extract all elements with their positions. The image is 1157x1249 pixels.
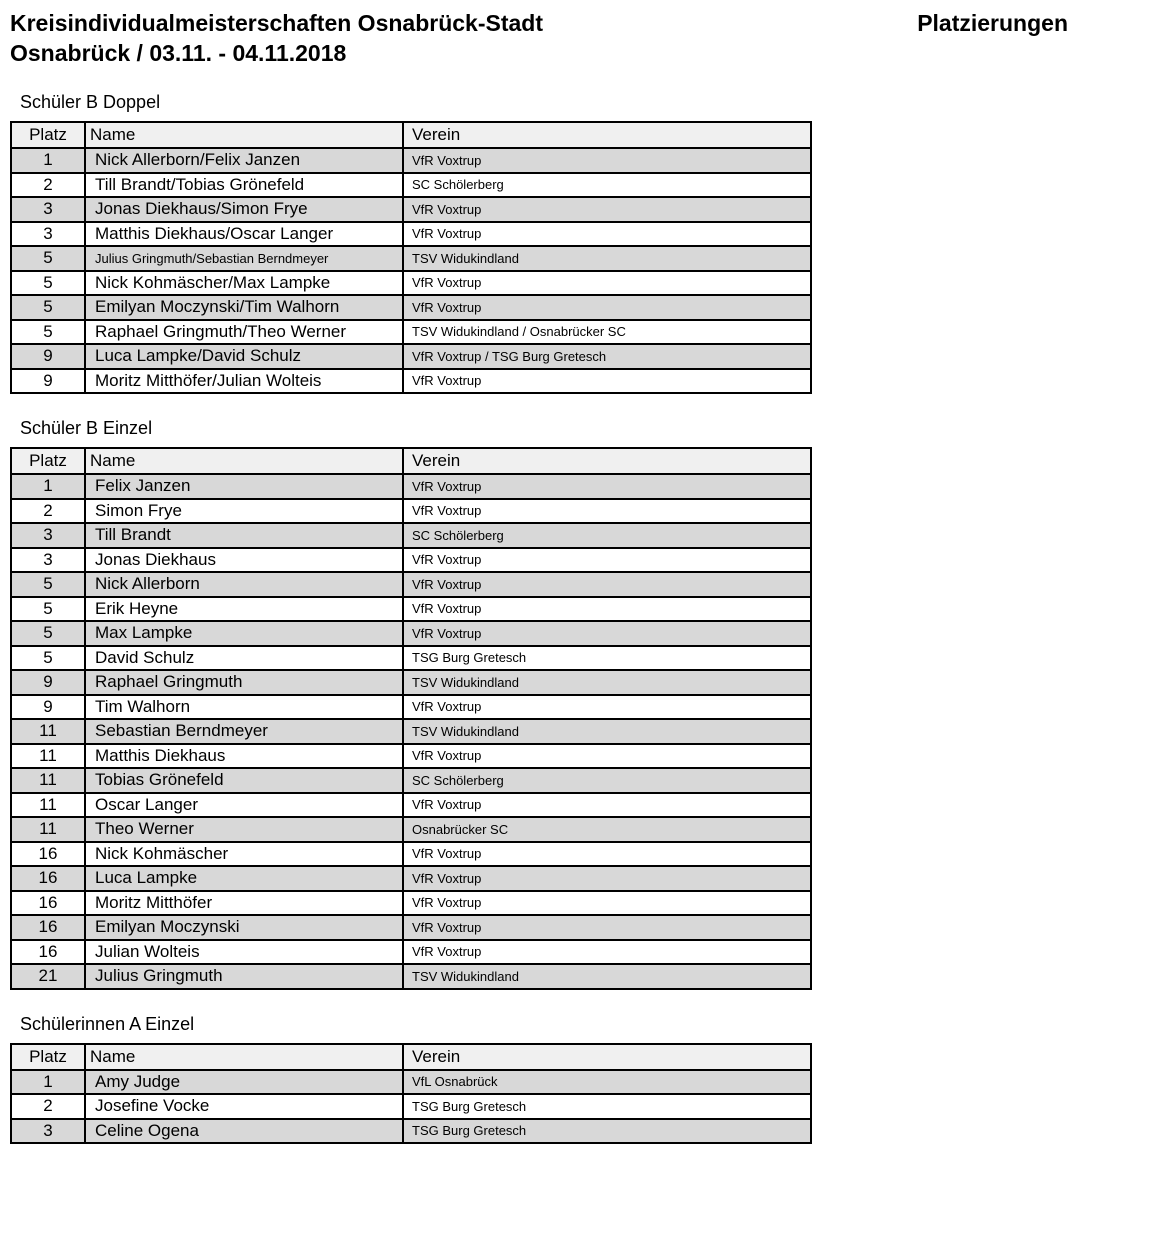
column-header-platz: Platz — [11, 122, 85, 148]
table-row — [11, 695, 811, 720]
verein-cell: VfR Voxtrup — [403, 597, 811, 622]
verein-cell: VfR Voxtrup — [403, 197, 811, 222]
table-row — [11, 817, 811, 842]
name-cell: Julian Wolteis — [85, 940, 403, 965]
table-row — [11, 866, 811, 891]
platz-cell: 16 — [11, 866, 85, 891]
platz-cell: 21 — [11, 964, 85, 989]
column-header-name: Name — [85, 448, 403, 474]
name-cell: Luca Lampke/David Schulz — [85, 344, 403, 369]
name-cell: Raphael Gringmuth/Theo Werner — [85, 320, 403, 345]
verein-cell: TSG Burg Gretesch — [403, 1119, 811, 1144]
header-row — [11, 1044, 811, 1070]
table-row — [11, 572, 811, 597]
verein-cell: VfR Voxtrup — [403, 369, 811, 394]
table-row — [11, 548, 811, 573]
verein-cell: VfR Voxtrup — [403, 915, 811, 940]
platz-cell: 5 — [11, 295, 85, 320]
verein-cell: VfR Voxtrup / TSG Burg Gretesch — [403, 344, 811, 369]
results-section — [10, 92, 1157, 394]
verein-cell: TSG Burg Gretesch — [403, 646, 811, 671]
platz-cell: 5 — [11, 572, 85, 597]
platz-cell: 5 — [11, 320, 85, 345]
verein-cell: VfR Voxtrup — [403, 744, 811, 769]
table-row — [11, 197, 811, 222]
verein-cell: TSG Burg Gretesch — [403, 1094, 811, 1119]
table-row — [11, 474, 811, 499]
table-row — [11, 940, 811, 965]
platz-cell: 3 — [11, 523, 85, 548]
results-table — [10, 447, 812, 990]
results-table — [10, 1043, 812, 1145]
platz-cell: 5 — [11, 646, 85, 671]
platz-cell: 1 — [11, 148, 85, 173]
platz-cell: 5 — [11, 271, 85, 296]
platz-cell: 3 — [11, 222, 85, 247]
results-section — [10, 418, 1157, 990]
name-cell: David Schulz — [85, 646, 403, 671]
header-row — [11, 448, 811, 474]
platz-cell: 11 — [11, 768, 85, 793]
name-cell: Erik Heyne — [85, 597, 403, 622]
table-head — [11, 448, 811, 474]
table-body — [11, 1070, 811, 1144]
table-row — [11, 842, 811, 867]
table-row — [11, 499, 811, 524]
name-cell: Tobias Grönefeld — [85, 768, 403, 793]
platz-cell: 1 — [11, 474, 85, 499]
table-row — [11, 1094, 811, 1119]
platz-cell: 3 — [11, 1119, 85, 1144]
verein-cell: VfR Voxtrup — [403, 695, 811, 720]
column-header-verein: Verein — [403, 122, 811, 148]
platz-cell: 16 — [11, 891, 85, 916]
name-cell: Till Brandt — [85, 523, 403, 548]
table-row — [11, 670, 811, 695]
name-cell: Nick Allerborn/Felix Janzen — [85, 148, 403, 173]
verein-cell: TSV Widukindland / Osnabrücker SC — [403, 320, 811, 345]
table-head — [11, 122, 811, 148]
section-title: Schüler B Doppel — [20, 92, 161, 112]
verein-cell: VfR Voxtrup — [403, 148, 811, 173]
verein-cell: TSV Widukindland — [403, 670, 811, 695]
table-row — [11, 597, 811, 622]
name-cell: Josefine Vocke — [85, 1094, 403, 1119]
name-cell: Luca Lampke — [85, 866, 403, 891]
verein-cell: VfR Voxtrup — [403, 940, 811, 965]
table-row — [11, 1119, 811, 1144]
header-row — [11, 122, 811, 148]
name-cell: Matthis Diekhaus/Oscar Langer — [85, 222, 403, 247]
table-row — [11, 744, 811, 769]
column-header-name: Name — [85, 122, 403, 148]
name-cell: Julius Gringmuth/Sebastian Berndmeyer — [85, 246, 403, 271]
verein-cell: SC Schölerberg — [403, 523, 811, 548]
verein-cell: VfR Voxtrup — [403, 271, 811, 296]
platz-cell: 11 — [11, 817, 85, 842]
name-cell: Sebastian Berndmeyer — [85, 719, 403, 744]
table-row — [11, 964, 811, 989]
name-cell: Nick Kohmäscher/Max Lampke — [85, 271, 403, 296]
verein-cell: SC Schölerberg — [403, 173, 811, 198]
table-head — [11, 1044, 811, 1070]
platz-cell: 2 — [11, 1094, 85, 1119]
verein-cell: VfR Voxtrup — [403, 499, 811, 524]
table-row — [11, 891, 811, 916]
table-body — [11, 474, 811, 989]
name-cell: Celine Ogena — [85, 1119, 403, 1144]
name-cell: Till Brandt/Tobias Grönefeld — [85, 173, 403, 198]
platz-cell: 3 — [11, 548, 85, 573]
name-cell: Moritz Mitthöfer — [85, 891, 403, 916]
name-cell: Moritz Mitthöfer/Julian Wolteis — [85, 369, 403, 394]
table-row — [11, 320, 811, 345]
platz-cell: 2 — [11, 173, 85, 198]
verein-cell: VfR Voxtrup — [403, 842, 811, 867]
column-header-platz: Platz — [11, 448, 85, 474]
page-label: Platzierungen — [917, 10, 1068, 36]
verein-cell: VfR Voxtrup — [403, 295, 811, 320]
table-row — [11, 768, 811, 793]
name-cell: Jonas Diekhaus — [85, 548, 403, 573]
verein-cell: VfR Voxtrup — [403, 548, 811, 573]
name-cell: Emilyan Moczynski/Tim Walhorn — [85, 295, 403, 320]
title-block — [10, 8, 543, 68]
table-row — [11, 646, 811, 671]
verein-cell: VfR Voxtrup — [403, 572, 811, 597]
platz-cell: 2 — [11, 499, 85, 524]
verein-cell: VfR Voxtrup — [403, 891, 811, 916]
platz-cell: 9 — [11, 670, 85, 695]
table-row — [11, 295, 811, 320]
verein-cell: TSV Widukindland — [403, 719, 811, 744]
name-cell: Simon Frye — [85, 499, 403, 524]
verein-cell: VfL Osnabrück — [403, 1070, 811, 1095]
name-cell: Nick Allerborn — [85, 572, 403, 597]
results-section — [10, 1014, 1157, 1145]
platz-cell: 16 — [11, 940, 85, 965]
platz-cell: 5 — [11, 246, 85, 271]
verein-cell: VfR Voxtrup — [403, 793, 811, 818]
verein-cell: VfR Voxtrup — [403, 222, 811, 247]
name-cell: Raphael Gringmuth — [85, 670, 403, 695]
table-row — [11, 719, 811, 744]
table-row — [11, 148, 811, 173]
platz-cell: 9 — [11, 344, 85, 369]
table-row — [11, 523, 811, 548]
document-header — [10, 8, 1068, 68]
document-subtitle: Osnabrück / 03.11. - 04.11.2018 — [10, 40, 347, 66]
platz-cell: 11 — [11, 719, 85, 744]
verein-cell: TSV Widukindland — [403, 964, 811, 989]
name-cell: Emilyan Moczynski — [85, 915, 403, 940]
name-cell: Nick Kohmäscher — [85, 842, 403, 867]
column-header-name: Name — [85, 1044, 403, 1070]
section-title: Schüler B Einzel — [20, 418, 153, 438]
table-row — [11, 344, 811, 369]
table-row — [11, 369, 811, 394]
platz-cell: 16 — [11, 915, 85, 940]
platz-cell: 11 — [11, 744, 85, 769]
platz-cell: 3 — [11, 197, 85, 222]
table-row — [11, 793, 811, 818]
column-header-verein: Verein — [403, 1044, 811, 1070]
verein-cell: Osnabrücker SC — [403, 817, 811, 842]
section-title: Schülerinnen A Einzel — [20, 1013, 195, 1034]
platz-cell: 16 — [11, 842, 85, 867]
platz-cell: 9 — [11, 695, 85, 720]
table-row — [11, 246, 811, 271]
name-cell: Julius Gringmuth — [85, 964, 403, 989]
verein-cell: SC Schölerberg — [403, 768, 811, 793]
verein-cell: VfR Voxtrup — [403, 866, 811, 891]
sections-container — [10, 92, 1157, 1144]
name-cell: Max Lampke — [85, 621, 403, 646]
results-table — [10, 121, 812, 394]
verein-cell: TSV Widukindland — [403, 246, 811, 271]
table-row — [11, 222, 811, 247]
name-cell: Oscar Langer — [85, 793, 403, 818]
name-cell: Jonas Diekhaus/Simon Frye — [85, 197, 403, 222]
platz-cell: 9 — [11, 369, 85, 394]
name-cell: Felix Janzen — [85, 474, 403, 499]
platz-cell: 1 — [11, 1070, 85, 1095]
platz-cell: 11 — [11, 793, 85, 818]
name-cell: Amy Judge — [85, 1070, 403, 1095]
name-cell: Tim Walhorn — [85, 695, 403, 720]
verein-cell: VfR Voxtrup — [403, 621, 811, 646]
verein-cell: VfR Voxtrup — [403, 474, 811, 499]
column-header-verein: Verein — [403, 448, 811, 474]
table-row — [11, 621, 811, 646]
table-row — [11, 271, 811, 296]
column-header-platz: Platz — [11, 1044, 85, 1070]
name-cell: Theo Werner — [85, 817, 403, 842]
table-row — [11, 915, 811, 940]
table-row — [11, 1070, 811, 1095]
name-cell: Matthis Diekhaus — [85, 744, 403, 769]
platz-cell: 5 — [11, 597, 85, 622]
table-body — [11, 148, 811, 393]
platz-cell: 5 — [11, 621, 85, 646]
document-title: Kreisindividualmeisterschaften Osnabrück-Stadt — [10, 10, 543, 36]
table-row — [11, 173, 811, 198]
